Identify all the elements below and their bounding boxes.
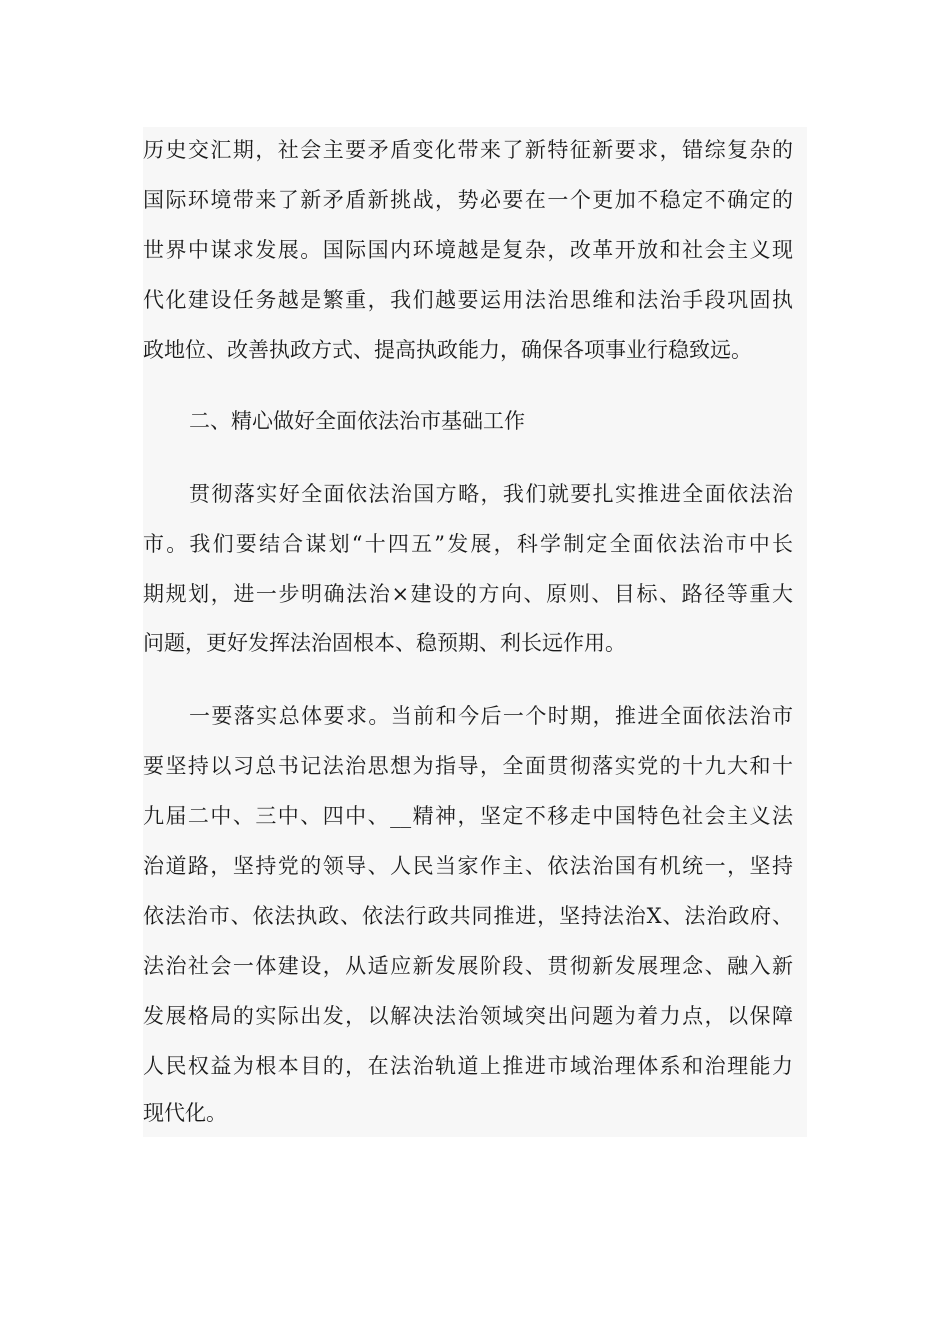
section-heading: 二、精心做好全面依法治市基础工作	[189, 409, 525, 433]
paragraph-2-line-3: 期规划，进一步明确法治×建设的方向、原则、目标、路径等重大	[143, 582, 793, 606]
document-page	[143, 127, 807, 1137]
paragraph-3-line-1: 一要落实总体要求。当前和今后一个时期，推进全面依法治市	[189, 704, 793, 728]
paragraph-2-line-4: 问题，更好发挥法治固根本、稳预期、利长远作用。	[143, 631, 626, 655]
paragraph-1-line-2: 国际环境带来了新矛盾新挑战，势必要在一个更加不稳定不确定的	[143, 188, 793, 212]
paragraph-2-line-1: 贯彻落实好全面依法治国方略，我们就要扎实推进全面依法治	[189, 482, 793, 506]
paragraph-3-line-2: 要坚持以习总书记法治思想为指导，全面贯彻落实党的十九大和十	[143, 754, 793, 778]
paragraph-3-line-4: 治道路，坚持党的领导、人民当家作主、依法治国有机统一，坚持	[143, 854, 793, 878]
paragraph-3-line-6: 法治社会一体建设，从适应新发展阶段、贯彻新发展理念、融入新	[143, 954, 793, 978]
paragraph-3-line-5: 依法治市、依法执政、依法行政共同推进，坚持法治X、法治政府、	[143, 904, 793, 928]
paragraph-1-line-4: 代化建设任务越是繁重，我们越要运用法治思维和法治手段巩固执	[143, 288, 793, 312]
paragraph-1-line-1: 历史交汇期，社会主要矛盾变化带来了新特征新要求，错综复杂的	[143, 138, 793, 162]
paragraph-2-line-2: 市。我们要结合谋划“十四五”发展，科学制定全面依法治市中长	[143, 532, 793, 556]
paragraph-3-line-9: 现代化。	[143, 1101, 227, 1125]
paragraph-1-line-3: 世界中谋求发展。国际国内环境越是复杂，改革开放和社会主义现	[143, 238, 793, 262]
paragraph-1-line-5: 政地位、改善执政方式、提高执政能力，确保各项事业行稳致远。	[143, 338, 752, 362]
paragraph-3-line-8: 人民权益为根本目的，在法治轨道上推进市域治理体系和治理能力	[143, 1054, 793, 1078]
paragraph-3-line-3: 九届二中、三中、四中、__精神，坚定不移走中国特色社会主义法	[143, 804, 793, 828]
paragraph-3-line-7: 发展格局的实际出发，以解决法治领域突出问题为着力点，以保障	[143, 1004, 793, 1028]
